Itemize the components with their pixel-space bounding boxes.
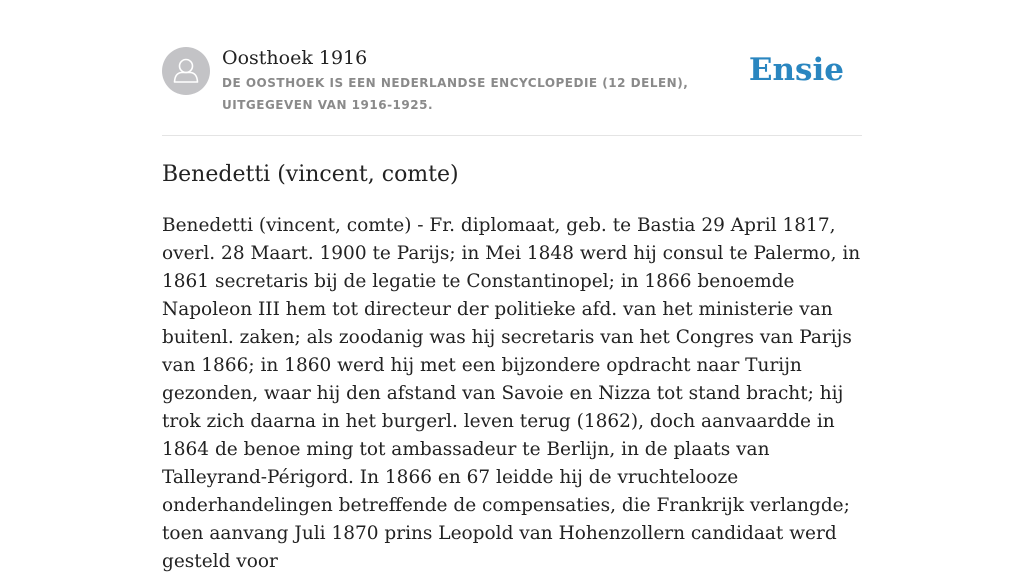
avatar [162,47,210,95]
user-icon [162,47,210,95]
source-description: DE OOSTHOEK IS EEN NEDERLANDSE ENCYCLOPEDIE (12 DELEN), UITGEGEVEN VAN 1916-1925. [222,76,689,112]
source-title[interactable]: Oosthoek 1916 [222,47,368,69]
brand-logo-link[interactable]: Ensie [748,52,844,88]
entry-title: Benedetti (vincent, comte) [162,162,459,187]
divider [162,135,862,136]
source-header [162,44,862,134]
entry-body: Benedetti (vincent, comte) - Fr. diplomaat, geb. te Bastia 29 April 1817, overl. 28 Maart. 1900 te Parijs; in Mei 1848 werd hij consul te Palermo, in 1861 secretaris bij de legatie te Constantinopel; in 1866 benoemde Napoleon III hem tot directeur der politieke afd. van het ministerie van buitenl. zaken; als zoodanig was hij secretaris van het Congres van Parijs van 1866; in 1860 werd hij met een bijzondere opdracht naar Turijn gezonden, waar hij den afstand van Savoie en Nizza tot stand bracht; hij trok zich daarna in het burgerl. leven terug (1862), doch aanvaardde in 1864 de benoe ming tot ambassadeur te Berlijn, in de plaats van Talleyrand-Périgord. In 1866 en 67 leidde hij de vruchtelooze onderhandelingen betreffende de compensaties, die Frankrijk verlangde; toen aanvang Juli 1870 prins Leopold van Hohenzollern candidaat werd gesteld voor [162,215,861,572]
